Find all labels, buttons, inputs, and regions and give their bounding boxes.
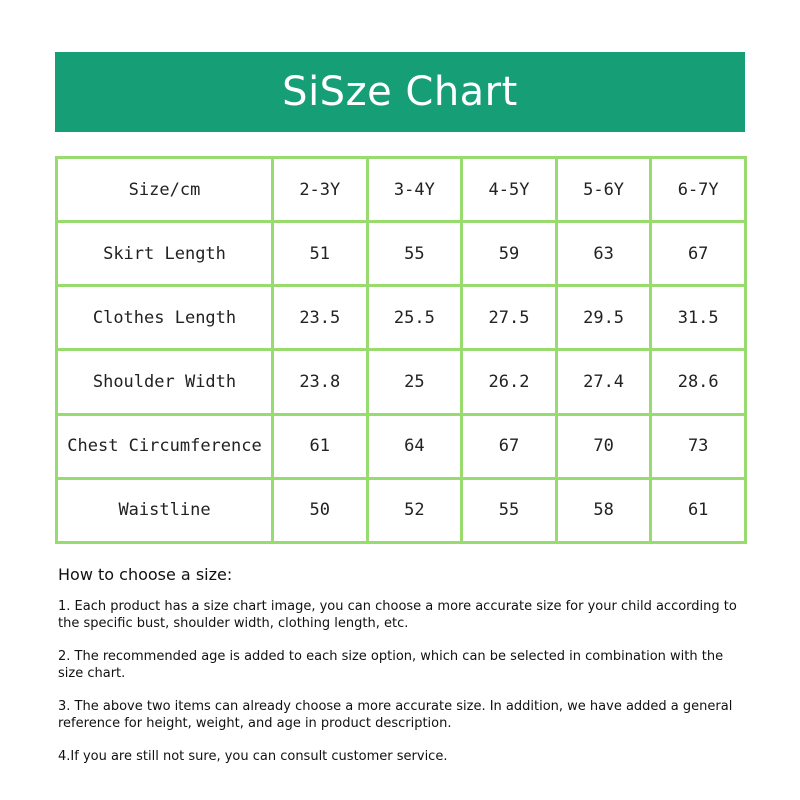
table-row [57, 222, 746, 286]
header-cell: 4-5Y [462, 158, 557, 222]
table-cell: 51 [273, 222, 368, 286]
table-cell: 64 [367, 414, 462, 478]
table-cell: 28.6 [651, 350, 746, 414]
instruction-item: 2. The recommended age is added to each size option, which can be selected in combination with the size chart. [58, 649, 724, 681]
table-row [57, 478, 746, 542]
table-cell: 27.4 [556, 350, 651, 414]
header-cell: 5-6Y [556, 158, 651, 222]
instructions-heading: How to choose a size: [58, 565, 233, 584]
table-cell: 55 [462, 478, 557, 542]
table-cell: 59 [462, 222, 557, 286]
table-cell: 29.5 [556, 286, 651, 350]
table-cell: 52 [367, 478, 462, 542]
table-row [57, 350, 746, 414]
table-cell: 61 [651, 478, 746, 542]
table-cell: 58 [556, 478, 651, 542]
table-header-row [57, 158, 746, 222]
instruction-item: 1. Each product has a size chart image, you can choose a more accurate size for your child according to the specific bust, shoulder width, clothing length, etc. [58, 599, 737, 631]
table-cell: 27.5 [462, 286, 557, 350]
table-cell: 55 [367, 222, 462, 286]
table-row [57, 286, 746, 350]
page-title: SiSze Chart [282, 69, 518, 115]
table-cell: 23.8 [273, 350, 368, 414]
size-instructions [58, 565, 748, 781]
row-label: Waistline [57, 478, 273, 542]
row-label: Chest Circumference [57, 414, 273, 478]
table-cell: 26.2 [462, 350, 557, 414]
table-cell: 23.5 [273, 286, 368, 350]
size-chart-table [55, 156, 747, 544]
title-banner [55, 52, 745, 132]
table-cell: 50 [273, 478, 368, 542]
table-row [57, 414, 746, 478]
table-cell: 63 [556, 222, 651, 286]
instruction-item: 3. The above two items can already choose a more accurate size. In addition, we have added a general reference for height, weight, and age in product description. [58, 699, 733, 731]
header-cell: 3-4Y [367, 158, 462, 222]
table-cell: 67 [462, 414, 557, 478]
table-cell: 25 [367, 350, 462, 414]
header-cell: 6-7Y [651, 158, 746, 222]
row-label: Shoulder Width [57, 350, 273, 414]
instruction-item: 4.If you are still not sure, you can consult customer service. [58, 749, 448, 764]
table-cell: 70 [556, 414, 651, 478]
header-cell: 2-3Y [273, 158, 368, 222]
row-label: Skirt Length [57, 222, 273, 286]
row-label: Clothes Length [57, 286, 273, 350]
table-cell: 25.5 [367, 286, 462, 350]
table-cell: 61 [273, 414, 368, 478]
table-cell: 67 [651, 222, 746, 286]
table-cell: 31.5 [651, 286, 746, 350]
table-cell: 73 [651, 414, 746, 478]
header-cell: Size/cm [57, 158, 273, 222]
